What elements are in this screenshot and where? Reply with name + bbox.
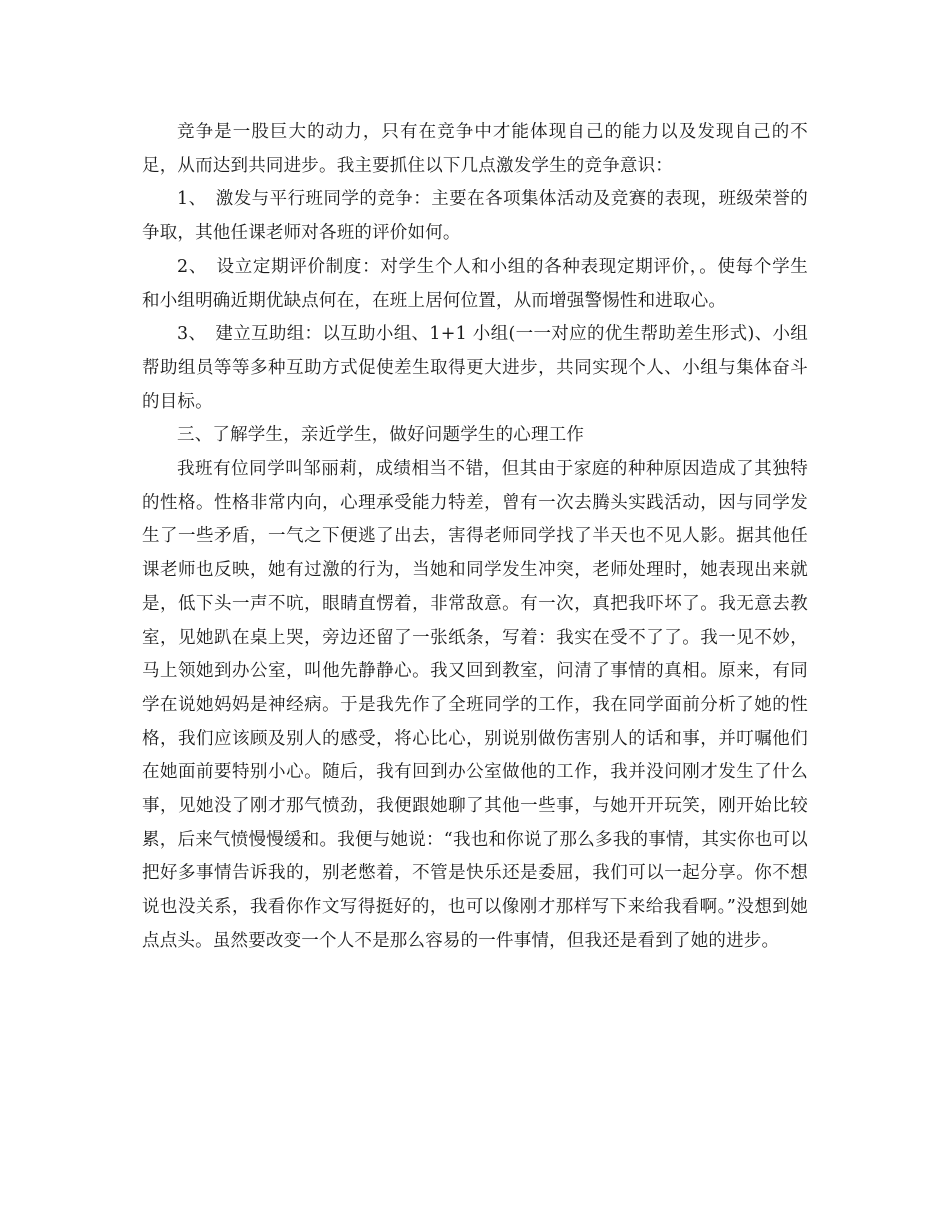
section-heading-3: 三、了解学生，亲近学生，做好问题学生的心理工作 [177,425,585,446]
paragraph-student-story: 我班有位同学叫邹丽莉，成绩相当不错，但其由于家庭的种种原因造成了其独特的性格。性格非常内向，心理承受能力特差，曾有一次去腾头实践活动，因与同学发生了一些矛盾，一气之下便逃了出去，害得老师同学找了半天也不见人影。据其他任课老师也反映，她有过激的行为，当她和同学发生冲突，老师处理时，她表现出来就是，低下头一声不吭，眼睛直愣着，非常敌意。有一次，真把我吓坏了。我无意去教室，见她趴在桌上哭，旁边还留了一张纸条，写着：我实在受不了了。我一见不妙，马上领她到办公室，叫他先静静心。我又回到教室，问清了事情的真相。原来，有同学在说她妈妈是神经病。于是我先作了全班同学的工作，我在同学面前分析了她的性格，我们应该顾及别人的感受，将心比心，别说别做伤害别人的话和事，并叮嘱他们在她面前要特别小心。随后，我有回到办公室做他的工作，我并没问刚才发生了什么事，见她没了刚才那气愤劲，我便跟她聊了其他一些事，与她开开玩笑，刚开始比较累，后来气愤慢慢缓和。我便与她说：“我也和你说了那么多我的事情，其实你也可以把好多事情告诉我的，别老憋着，不管是快乐还是委屈，我们可以一起分享。你不想说也没关系，我看你作文写得挺好的，也可以像刚才那样写下来给我看啊。”没想到她点点头。虽然要改变一个人不是那么容易的一件事情，但我还是看到了她的进步。 [142,459,808,951]
paragraph-item-3: 3、 建立互助组：以互助小组、1+1 小组(一一对应的优生帮助差生形式)、小组帮助组员等等多种互助方式促使差生取得更大进步，共同实现个人、小组与集体奋斗的目标。 [142,324,808,412]
paragraph-competition-intro: 竞争是一股巨大的动力，只有在竞争中才能体现自己的能力以及发现自己的不足，从而达到共同进步。我主要抓住以下几点激发学生的竞争意识： [142,122,808,176]
paragraph-item-2: 2、 设立定期评价制度：对学生个人和小组的各种表现定期评价，。使每个学生和小组明确近期优缺点何在，在班上居何位置，从而增强警惕性和进取心。 [142,256,808,311]
document-body [142,116,808,959]
paragraph-item-1: 1、 激发与平行班同学的竞争：主要在各项集体活动及竞赛的表现，班级荣誉的争取，其他任课老师对各班的评价如何。 [142,189,808,244]
